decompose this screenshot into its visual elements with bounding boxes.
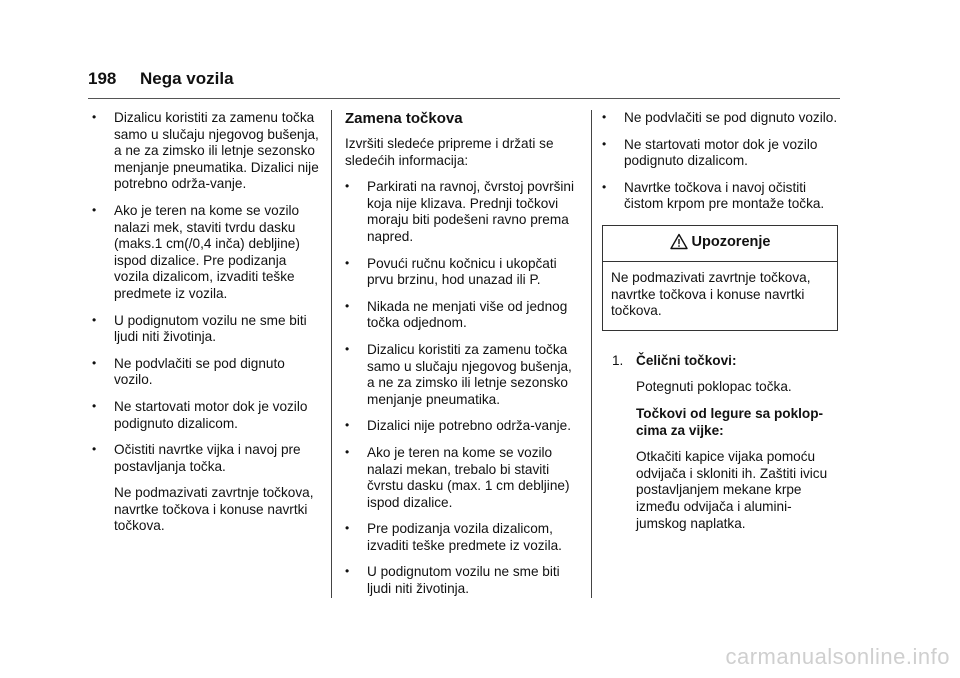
bullet: • <box>602 179 607 194</box>
list-item: • U podignutom vozilu ne sme biti ljudi niti životinja. <box>345 564 560 597</box>
list-item: • Ako je teren na kome se vozilo nalazi mek, staviti tvrdu dasku (maks.1 cm(/0,4 inča) debljine) ispod dizalice. Pre podizanja vozila dizalicom, izvaditi teške predmete iz vozila. <box>92 202 300 301</box>
list-item: • Ne startovati motor dok je vozilo podignuto dizalicom. <box>92 398 308 431</box>
list-item: • Nikada ne menjati više od jednog točka odjednom. <box>345 298 568 331</box>
page-number: 198 <box>88 69 117 88</box>
list-item: • Dizalici nije potrebno održa-vanje. <box>345 418 572 434</box>
intro-paragraph: Izvršiti sledeće pripreme i držati se sledećih informacija: <box>345 136 554 168</box>
bullet: • <box>92 442 97 457</box>
note-paragraph: Ne podmazivati zavrtnje točkova, navrtke točkova i konuse navrtki točkova. <box>114 485 314 534</box>
bullet: • <box>345 418 350 433</box>
bullet: • <box>345 564 350 579</box>
column-divider-1 <box>331 110 332 598</box>
bullet: • <box>345 341 350 356</box>
header-rule <box>88 98 840 99</box>
bullet: • <box>345 179 350 194</box>
section-heading: Zamena točkova <box>345 110 463 127</box>
step-text: Otkačiti kapice vijaka pomoću odvijača i skloniti ih. Zaštiti ivicu postavljanjem mekane krpe između odvijača i alumini-jumskog naplatka. <box>636 449 828 531</box>
bullet: • <box>92 202 97 217</box>
list-item: • Dizalicu koristiti za zamenu točka samo u slučaju njegovog bušenja, a ne za zimsko ili letnje sezonsko menjanje pneumatika. Dizalici nije potrebno održa-vanje. <box>92 110 319 192</box>
list-item: • U podignutom vozilu ne sme biti ljudi niti životinja. <box>92 312 307 345</box>
column-3 <box>602 110 838 542</box>
list-item: • Navrtke točkova i navoj očistiti čistom krpom pre montaže točka. <box>602 179 825 212</box>
bullet: • <box>92 355 97 370</box>
step-text: Potegnuti poklopac točka. <box>636 379 792 395</box>
bullet: • <box>345 521 350 536</box>
warning-box <box>602 225 838 331</box>
warning-triangle-icon <box>670 233 688 256</box>
warning-header <box>603 226 837 262</box>
list-item: • Parkirati na ravnoj, čvrstoj površini koja nije klizava. Prednji točkovi moraju biti podešeni ravno prema napred. <box>345 179 574 244</box>
bullet: • <box>602 136 607 151</box>
bullet: • <box>345 298 350 313</box>
warning-text: Ne podmazivati zavrtnje točkova, navrtke točkova i konuse navrtki točkova. <box>611 269 811 319</box>
page-title: Nega vozila <box>140 69 234 88</box>
bullet: • <box>92 110 97 124</box>
column-1 <box>92 110 322 545</box>
bullet: • <box>345 444 350 459</box>
bullet: • <box>92 398 97 413</box>
list-item: • Ne startovati motor dok je vozilo podignuto dizalicom. <box>602 136 818 169</box>
bullet: • <box>345 255 350 270</box>
list-item: • Dizalicu koristiti za zamenu točka samo u slučaju njegovog bušenja, a ne za zimsko ili letnje sezonsko menjanje pneumatika. <box>345 341 572 407</box>
column-divider-2 <box>591 110 592 598</box>
list-item: • Ne podvlačiti se pod dignuto vozilo. <box>92 355 285 388</box>
watermark-footer: carmanualsonline.info <box>725 644 950 669</box>
list-item: • Ako je teren na kome se vozilo nalazi mekan, trebalo bi staviti čvrstu dasku (max. 1 cm debljine) ispod dizalice. <box>345 444 570 510</box>
step-number: 1. <box>612 352 624 368</box>
column-2 <box>345 110 580 608</box>
step-title: Čelični točkovi: <box>636 352 737 368</box>
bullet: • <box>92 312 97 327</box>
numbered-step <box>602 353 838 370</box>
list-item: • Povući ručnu kočnicu i ukopčati prvu brzinu, hod unazad ili P. <box>345 255 557 288</box>
list-item: • Pre podizanja vozila dizalicom, izvaditi teške predmete iz vozila. <box>345 521 562 553</box>
list-item: • Ne podvlačiti se pod dignuto vozilo. <box>602 110 838 125</box>
bullet: • <box>602 110 607 124</box>
step-subheading: Točkovi od legure sa poklop-cima za vijke: <box>636 405 824 438</box>
list-item: • Očistiti navrtke vijka i navoj pre postavljanja točka. <box>92 442 301 474</box>
warning-title: Upozorenje <box>691 233 771 250</box>
page-header <box>88 68 840 90</box>
